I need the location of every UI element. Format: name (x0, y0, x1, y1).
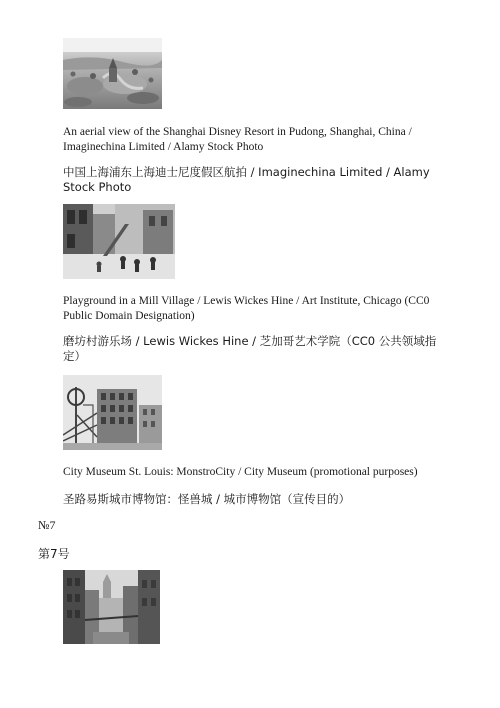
city-museum-photo (63, 375, 162, 450)
caption-zh-1: 中国上海浦东上海迪士尼度假区航拍 / Imaginechina Limited / Alamy Stock Photo (63, 165, 430, 194)
section-number-en: №7 (38, 518, 56, 532)
caption-en-2: Playground in a Mill Village / Lewis Wickes Hine / Art Institute, Chicago (CC0 Public Domain Designation) (63, 295, 430, 322)
section-number-zh: 第7号 (38, 547, 70, 561)
caption-en-3: City Museum St. Louis: MonstroCity / City Museum (promotional purposes) (63, 466, 418, 478)
city-street-photo (63, 570, 160, 644)
caption-zh-3: 圣路易斯城市博物馆：怪兽城 / 城市博物馆（宣传目的） (63, 492, 351, 506)
aerial-resort-photo (63, 38, 162, 109)
caption-en-1: An aerial view of the Shanghai Disney Resort in Pudong, Shanghai, China / Imaginechina Limited / Alamy Stock Photo (63, 126, 412, 153)
caption-zh-2: 磨坊村游乐场 / Lewis Wickes Hine / 芝加哥艺术学院（CC0 公共领域指定） (63, 334, 437, 363)
mill-village-playground-photo (63, 204, 175, 279)
